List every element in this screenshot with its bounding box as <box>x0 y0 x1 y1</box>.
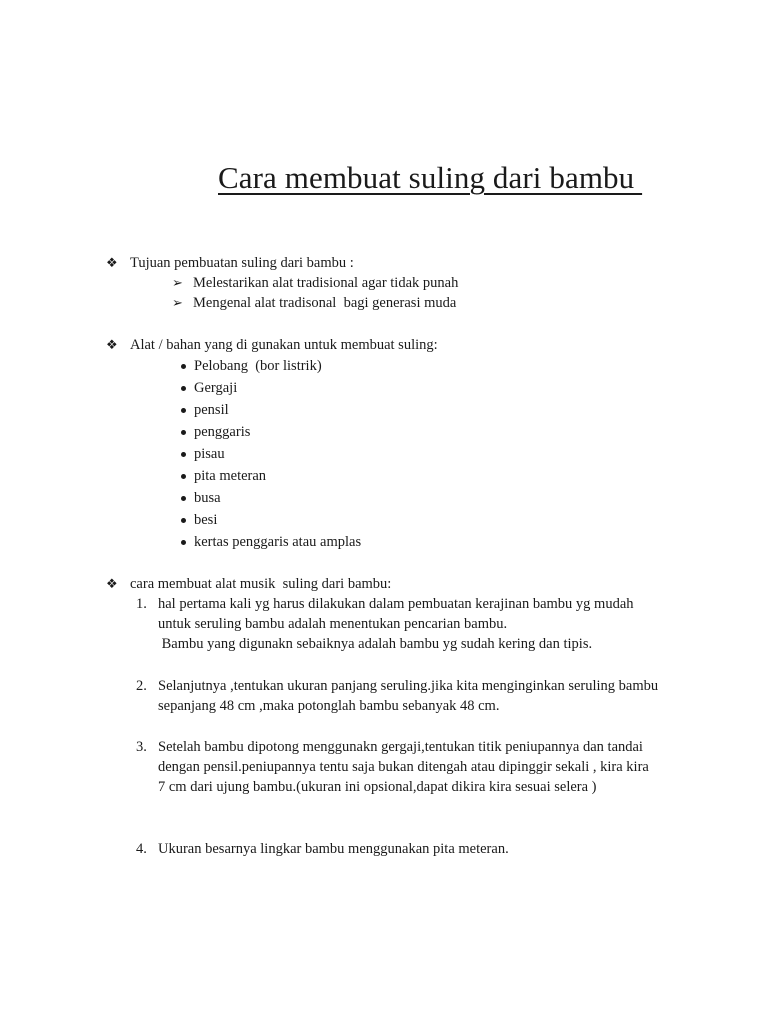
list-item: busa <box>194 490 221 506</box>
step-text-line: Setelah bambu dipotong menggunakn gergaji,tentukan titik peniupannya dan tandai <box>158 739 643 755</box>
bullet-dot-icon <box>181 430 186 435</box>
list-item: Melestarikan alat tradisional agar tidak punah <box>193 275 459 291</box>
list-item: pita meteran <box>194 468 267 484</box>
list-item: Mengenal alat tradisonal bagi generasi muda <box>193 295 457 311</box>
step-text-line: dengan pensil.peniupannya tentu saja bukan ditengah atau dipinggir sekali , kira kira <box>158 759 649 775</box>
page-title: Cara membuat suling dari bambu <box>218 160 643 195</box>
bullet-dot-icon <box>181 518 186 523</box>
step-number: 4. <box>136 841 147 857</box>
section-heading: Tujuan pembuatan suling dari bambu : <box>130 255 354 271</box>
diamond-bullet-icon: ❖ <box>106 337 118 352</box>
step-number: 3. <box>136 739 147 755</box>
step-text-line: untuk seruling bambu adalah menentukan pencarian bambu. <box>158 616 508 632</box>
list-item: pisau <box>194 446 225 462</box>
list-item: pensil <box>194 402 229 418</box>
diamond-bullet-icon: ❖ <box>106 255 118 270</box>
step-number: 1. <box>136 596 147 612</box>
step-text-line: Ukuran besarnya lingkar bambu menggunakan pita meteran. <box>158 841 509 857</box>
section-heading: cara membuat alat musik suling dari bambu: <box>130 576 392 592</box>
bullet-dot-icon <box>181 540 186 545</box>
bullet-dot-icon <box>181 408 186 413</box>
section-heading: Alat / bahan yang di gunakan untuk membuat suling: <box>130 337 438 353</box>
step-number: 2. <box>136 678 147 694</box>
list-item: penggaris <box>194 424 251 440</box>
step-text-line: 7 cm dari ujung bambu.(ukuran ini opsional,dapat dikira kira sesuai selera ) <box>158 779 597 795</box>
step-text-line: Selanjutnya ,tentukan ukuran panjang seruling.jika kita menginginkan seruling bambu <box>158 678 659 694</box>
diamond-bullet-icon: ❖ <box>106 576 118 591</box>
step-text-line: hal pertama kali yg harus dilakukan dalam pembuatan kerajinan bambu yg mudah <box>158 596 634 612</box>
bullet-dot-icon <box>181 474 186 479</box>
list-item: Pelobang (bor listrik) <box>194 358 322 374</box>
step-text-line: Bambu yang digunakn sebaiknya adalah bambu yg sudah kering dan tipis. <box>158 636 593 652</box>
list-item: besi <box>194 512 218 528</box>
bullet-dot-icon <box>181 496 186 501</box>
step-text-line: sepanjang 48 cm ,maka potonglah bambu sebanyak 48 cm. <box>158 698 500 714</box>
list-item: kertas penggaris atau amplas <box>194 534 362 550</box>
bullet-dot-icon <box>181 364 186 369</box>
arrow-bullet-icon: ➢ <box>172 275 183 290</box>
list-item: Gergaji <box>194 380 238 396</box>
bullet-dot-icon <box>181 452 186 457</box>
arrow-bullet-icon: ➢ <box>172 295 183 310</box>
bullet-dot-icon <box>181 386 186 391</box>
